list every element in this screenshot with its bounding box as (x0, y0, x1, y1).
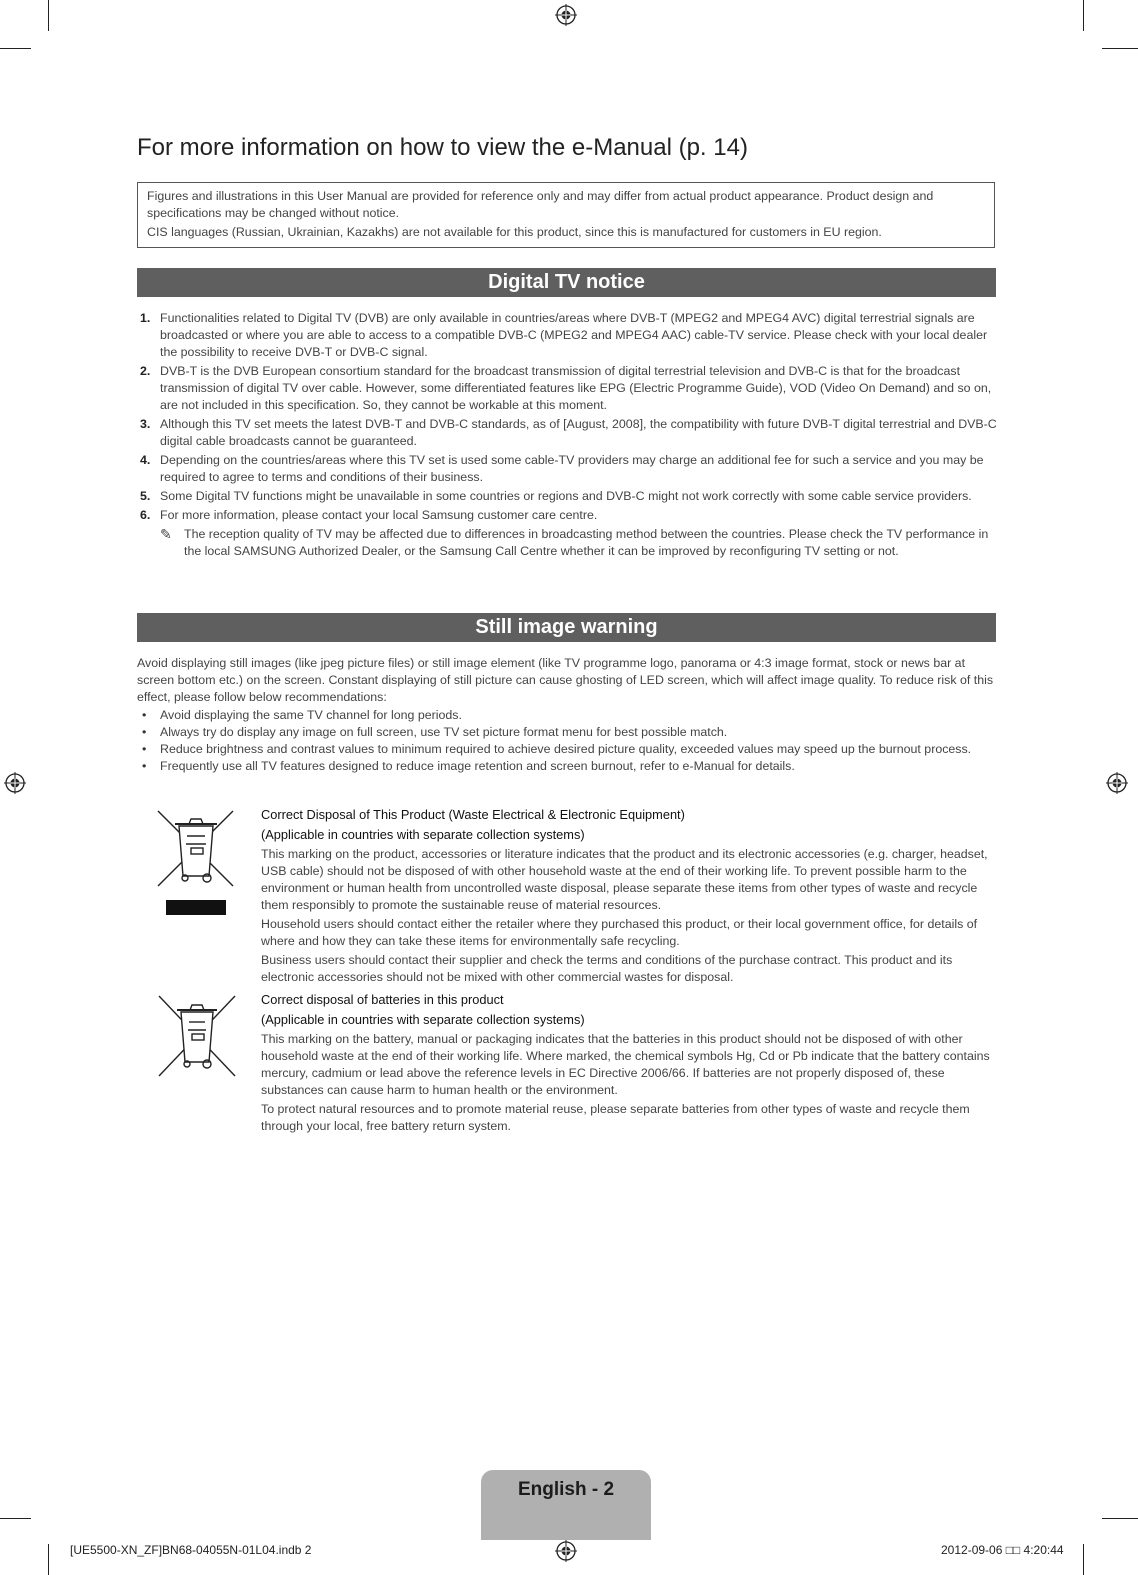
registration-mark-icon (555, 1540, 577, 1562)
disclaimer-text: CIS languages (Russian, Ukrainian, Kazakhs) are not available for this product, since this is manufactured for customers in EU region. (147, 225, 882, 239)
item-text: Always try do display any image on full screen, use TV set picture format menu for best possible match. (160, 725, 728, 739)
registration-mark-icon (555, 4, 577, 26)
note-text: The reception quality of TV may be affected due to differences in broadcasting method between the countries. Please check the TV performance in the local SAMSUNG Authorized Dealer, or the Samsung Call Centre whether it can be improved by reconfiguring TV setting or not. (184, 527, 989, 558)
item-number: 5. (140, 489, 151, 503)
bullet-icon: • (142, 708, 147, 722)
list-item (137, 363, 997, 414)
bullet-icon: • (142, 725, 147, 739)
weee-paragraph: Household users should contact either the retailer where they purchased this product, or their local government office, for details of where and how they can take these items for environmentally safe recycling. (261, 917, 978, 948)
list-item (137, 758, 997, 775)
battery-title: Correct disposal of batteries in this product (261, 992, 504, 1007)
crop-mark (48, 1544, 49, 1575)
file-slug: [UE5500-XN_ZF]BN68-04055N-01L04.indb 2 (70, 1543, 312, 1557)
item-text: Avoid displaying the same TV channel for long periods. (160, 708, 462, 722)
list-item (137, 488, 997, 505)
weee-title: Correct Disposal of This Product (Waste Electrical & Electronic Equipment) (261, 807, 685, 822)
reception-note (160, 526, 997, 560)
item-text: Reduce brightness and contrast values to minimum required to achieve desired picture quality, exceeded values may speed up the burnout process. (160, 742, 972, 756)
section-heading-still-image: Still image warning (137, 613, 996, 642)
item-number: 4. (140, 453, 151, 467)
page-title: For more information on how to view the e-Manual (p. 14) (137, 134, 748, 161)
list-item (137, 452, 997, 486)
crop-mark (1102, 48, 1138, 49)
disclaimer-text: Figures and illustrations in this User Manual are provided for reference only and may differ from actual product appearance. Product design and specifications may be changed without notice. (147, 189, 934, 220)
crop-mark (48, 0, 49, 31)
bullet-icon: • (142, 759, 147, 773)
list-item (137, 707, 997, 724)
list-item (137, 507, 997, 524)
battery-disposal-section (261, 991, 996, 1137)
still-image-intro: Avoid displaying still images (like jpeg picture files) or still image element (like TV programme logo, panorama or 4:3 image format, stock or news bar at screen bottom etc.) on the screen. Constant displaying of still picture can cause ghosting of LED screen, which will affect image quality. To reduce risk of this effect, please follow below recommendations: (137, 656, 994, 704)
crossed-bin-icon (155, 808, 237, 920)
weee-subtitle: (Applicable in countries with separate collection systems) (261, 827, 585, 842)
crop-mark (1083, 1544, 1084, 1575)
item-number: 6. (140, 508, 151, 522)
page-number-tab (481, 1470, 651, 1540)
list-item (137, 741, 997, 758)
crop-mark (0, 48, 31, 49)
registration-mark-icon (4, 772, 26, 794)
item-text: Frequently use all TV features designed to reduce image retention and screen burnout, refer to e-Manual for details. (160, 759, 795, 773)
pencil-note-icon: ✎ (160, 526, 172, 542)
item-number: 1. (140, 311, 151, 325)
bullet-icon: • (142, 742, 147, 756)
item-text: For more information, please contact your local Samsung customer care centre. (160, 508, 598, 522)
list-item (137, 416, 997, 450)
weee-paragraph: This marking on the product, accessories or literature indicates that the product and its electronic accessories (e.g. charger, headset, USB cable) should not be disposed of with other household waste at the end of their working life. To prevent possible harm to the environment or human health from uncontrolled waste disposal, please separate these items from other types of waste and recycle them responsibly to promote the sustainable reuse of material resources. (261, 847, 988, 912)
item-text: Some Digital TV functions might be unavailable in some countries or regions and DVB-C might not work correctly with some cable service providers. (160, 489, 972, 503)
item-text: Although this TV set meets the latest DVB-T and DVB-C standards, as of [August, 2008], the compatibility with future DVB-T digital terrestrial and DVB-C digital cable broadcasts cannot be guaranteed. (160, 417, 997, 448)
battery-paragraph: This marking on the battery, manual or packaging indicates that the batteries in this product should not be disposed of with other household waste at the end of their working life. Where marked, the chemical symbols Hg, Cd or Pb indicate that the battery contains mercury, cadmium or lead above the reference levels in EC Directive 2006/66. If batteries are not properly disposed of, these substances can cause harm to human health or the environment. (261, 1032, 990, 1097)
crop-mark (1083, 0, 1084, 31)
item-text: Functionalities related to Digital TV (DVB) are only available in countries/areas where DVB-T (MPEG2 and MPEG4 AVC) digital terrestrial signals are broadcasted or where you are able to access to a compatible DVB-C (MPEG2 and MPEG4 AAC) cable-TV service. Please check with your local dealer the possibility to receive DVB-T or DVB-C signal. (160, 311, 988, 359)
digital-tv-list (137, 310, 997, 560)
page-number-label: English - 2 (517, 1479, 615, 1500)
list-item (137, 724, 997, 741)
item-number: 2. (140, 364, 151, 378)
battery-paragraph: To protect natural resources and to promote material reuse, please separate batteries from other types of waste and recycle them through your local, free battery return system. (261, 1102, 970, 1133)
weee-disposal-section (261, 806, 996, 988)
still-image-recommendations (137, 707, 997, 775)
item-text: DVB-T is the DVB European consortium standard for the broadcast transmission of digital terrestrial television and DVB-C is that for the broadcast transmission of digital TV over cable. However, some differentiated features like EPG (Electric Programme Guide), VOD (Video On Demand) and so on, are not included in this specification. So, they cannot be workable at this moment. (160, 364, 992, 412)
print-timestamp: 2012-09-06 □□ 4:20:44 (941, 1543, 1064, 1557)
item-text: Depending on the countries/areas where this TV set is used some cable-TV providers may charge an additional fee for such a service and you may be required to agree to terms and conditions of their business. (160, 453, 984, 484)
disclaimer-box (137, 182, 995, 248)
battery-subtitle: (Applicable in countries with separate collection systems) (261, 1012, 585, 1027)
list-item (137, 310, 997, 361)
section-heading-digital-tv: Digital TV notice (137, 268, 996, 297)
crop-mark (1102, 1518, 1138, 1519)
crossed-bin-icon (157, 994, 237, 1078)
weee-paragraph: Business users should contact their supplier and check the terms and conditions of the purchase contract. This product and its electronic accessories should not be mixed with other commercial wastes for disposal. (261, 953, 953, 984)
registration-mark-icon (1106, 772, 1128, 794)
crop-mark (0, 1518, 31, 1519)
item-number: 3. (140, 417, 151, 431)
